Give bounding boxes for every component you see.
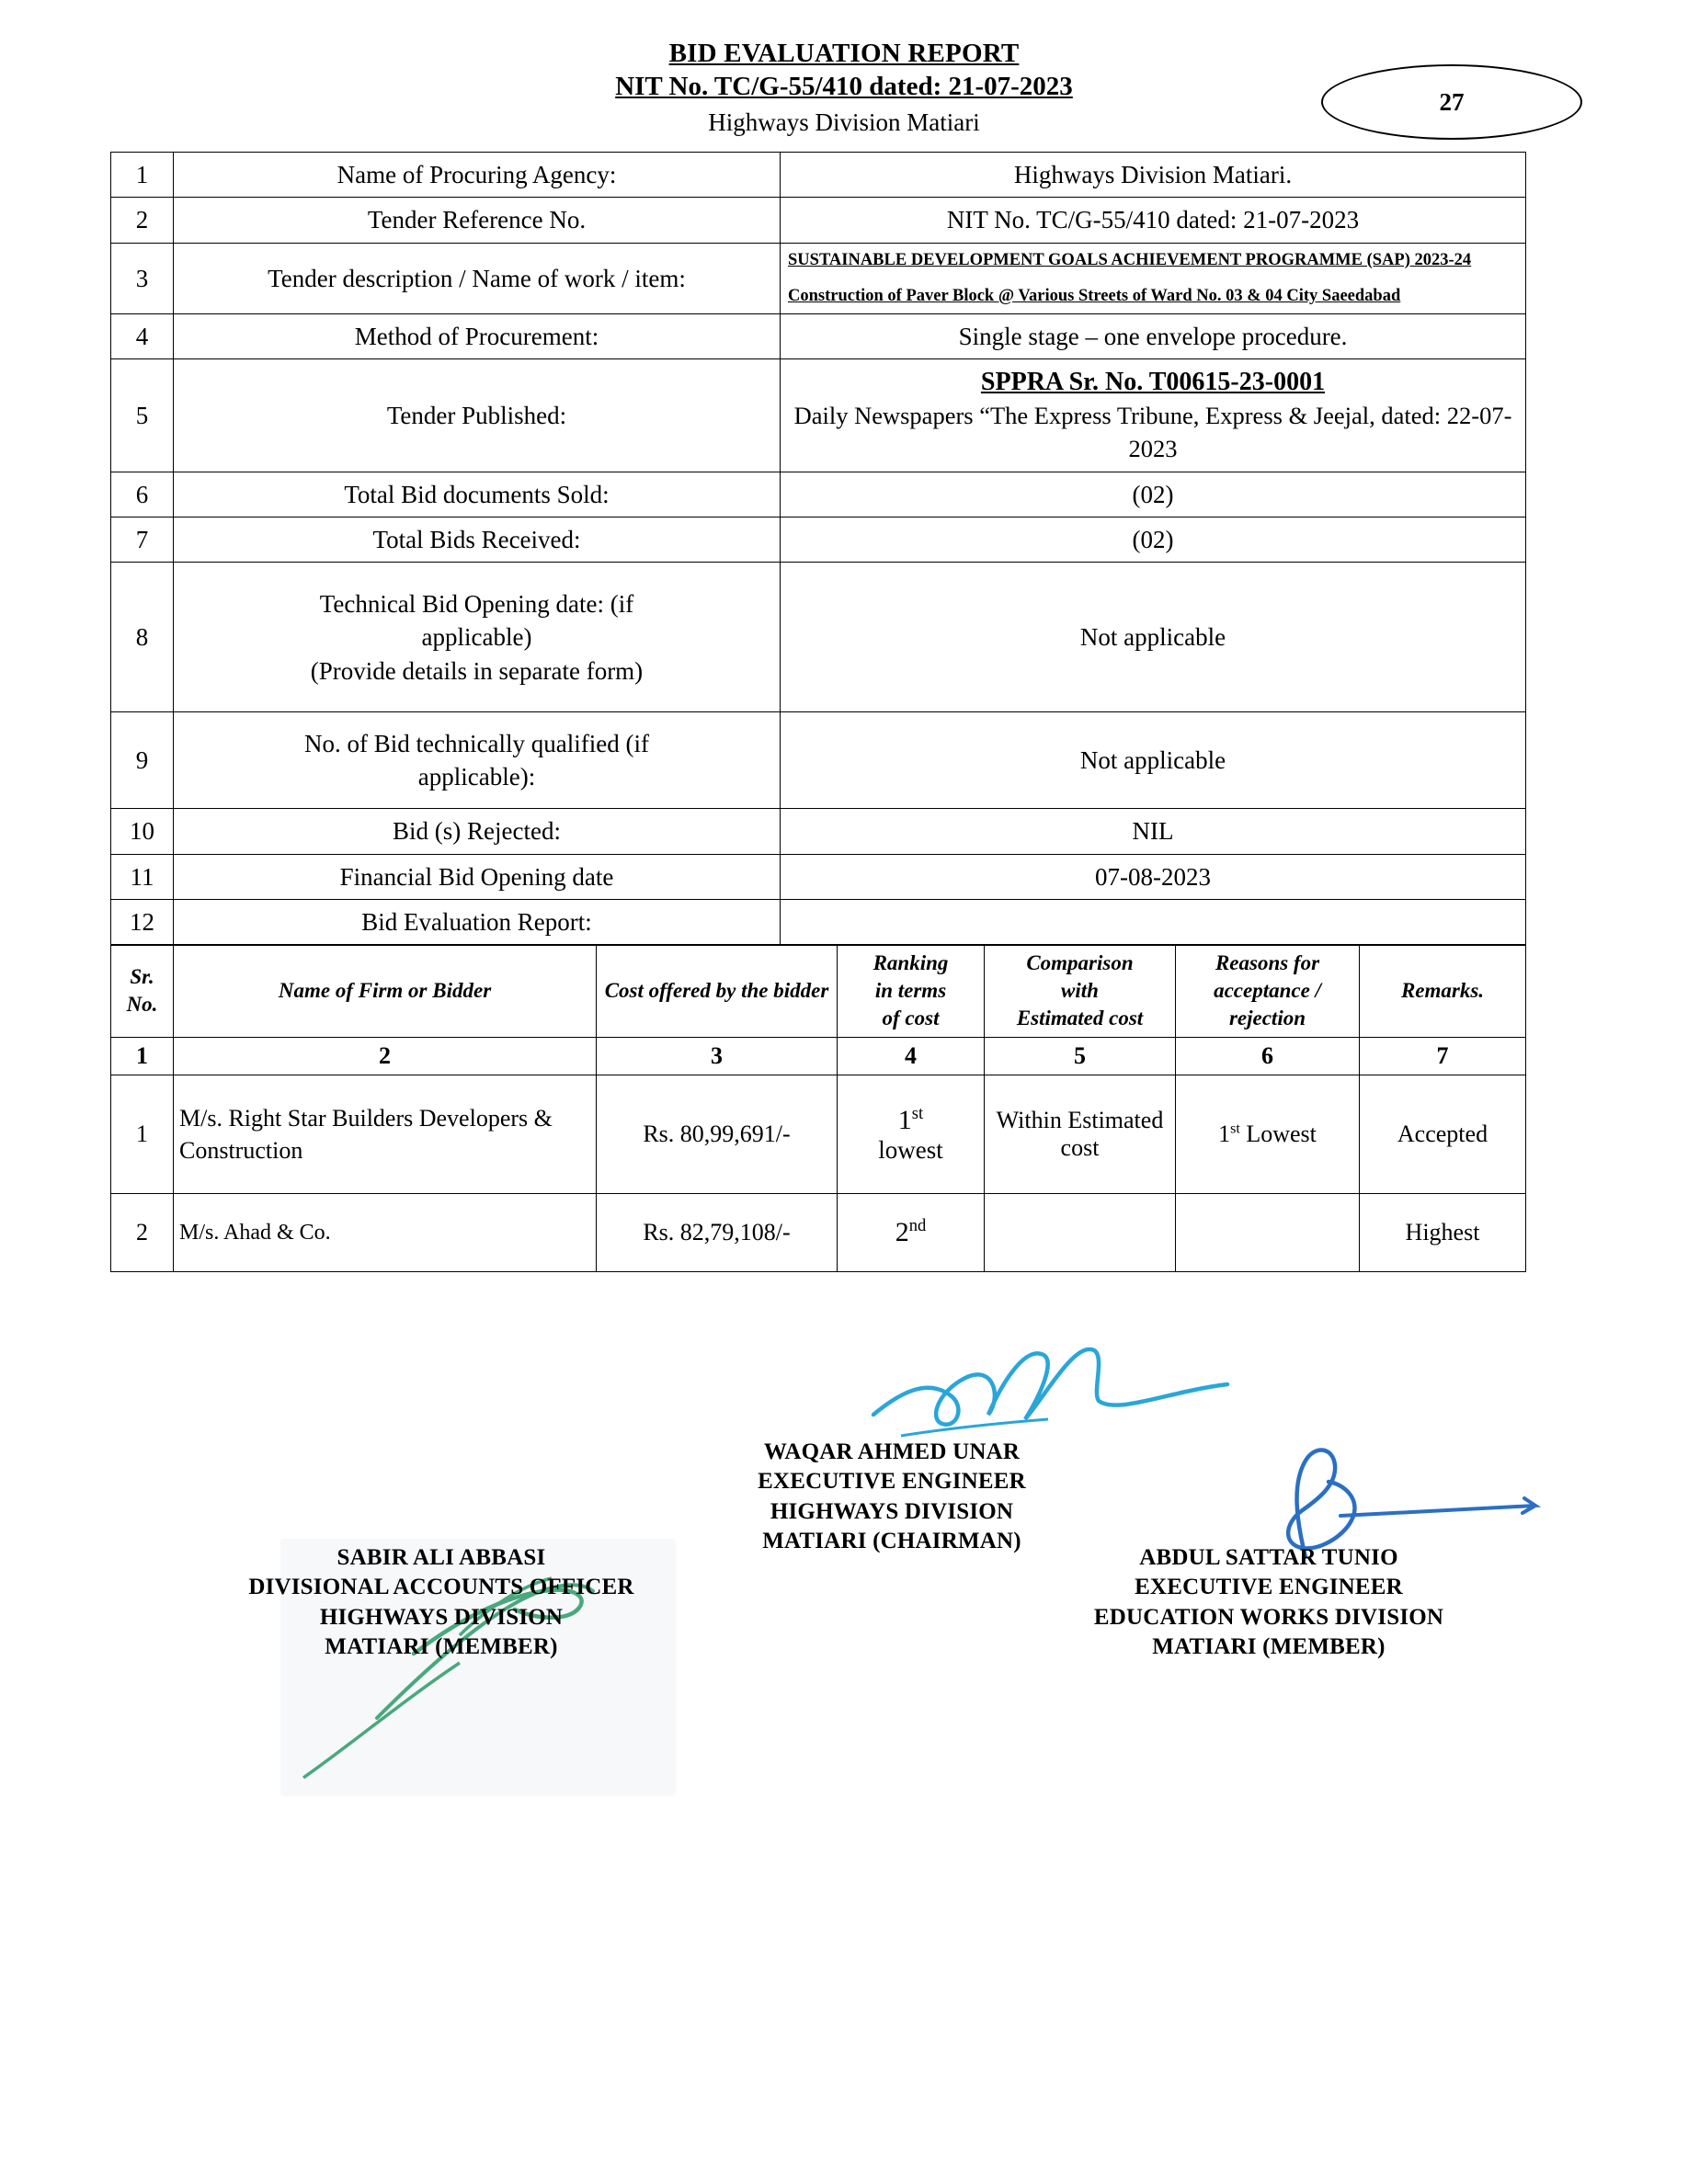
row-label: Total Bid documents Sold: <box>174 472 781 517</box>
signatory-name: SABIR ALI ABBASI <box>336 1544 546 1570</box>
row-value: NIT No. TC/G-55/410 dated: 21-07-2023 <box>781 198 1526 243</box>
table-row <box>111 243 1526 313</box>
col-num-6: 6 <box>1176 1037 1360 1075</box>
row-label: Financial Bid Opening date <box>174 854 781 899</box>
table-row <box>111 1193 1526 1271</box>
row-sr: 2 <box>111 198 174 243</box>
bidder-rank-suffix: st <box>911 1103 924 1123</box>
column-number-row <box>111 1037 1526 1075</box>
col-num-5: 5 <box>985 1037 1176 1075</box>
row-value: Not applicable <box>781 563 1526 712</box>
row-sr: 12 <box>111 900 174 945</box>
col-num-3: 3 <box>597 1037 838 1075</box>
col-header-ranking-line3: of cost <box>882 1006 940 1029</box>
page-number-badge: 27 <box>1321 64 1582 140</box>
table-row <box>111 152 1526 197</box>
signatory-division: EDUCATION WORKS DIVISION <box>1093 1604 1444 1630</box>
table-row <box>111 517 1526 562</box>
signatory-designation: EXECUTIVE ENGINEER <box>1135 1575 1403 1600</box>
row-label: Total Bids Received: <box>174 517 781 562</box>
table-row <box>111 313 1526 358</box>
bidder-comparison-table <box>110 944 1526 1272</box>
row-sr: 4 <box>111 313 174 358</box>
signature-member-education <box>1066 1543 1471 1663</box>
col-header-reasons-line1: Reasons for <box>1215 951 1320 975</box>
row-label: Name of Procuring Agency: <box>174 152 781 197</box>
row-value: NIL <box>781 809 1526 854</box>
row-value <box>781 243 1526 313</box>
row-sr: 6 <box>111 472 174 517</box>
row-label <box>174 563 781 712</box>
row-label-line3: (Provide details in separate form) <box>310 656 644 685</box>
row-label: Tender description / Name of work / item: <box>174 243 781 313</box>
table-row <box>111 1075 1526 1193</box>
col-header-sr-line2: No. <box>126 992 158 1016</box>
bidder-sr: 1 <box>111 1075 174 1193</box>
document-header <box>110 37 1578 139</box>
table-row <box>111 472 1526 517</box>
row-value: Not applicable <box>781 712 1526 809</box>
row-label: Bid Evaluation Report: <box>174 900 781 945</box>
table-row <box>111 359 1526 472</box>
signatory-role: MATIARI (MEMBER) <box>1152 1634 1386 1660</box>
table-row <box>111 712 1526 809</box>
row-value: Single stage – one envelope procedure. <box>781 313 1526 358</box>
bidder-name: M/s. Right Star Builders Developers & Construction <box>174 1075 597 1193</box>
bidder-rank-suffix: nd <box>908 1216 927 1236</box>
signature-section <box>110 1309 1526 1741</box>
col-header-ranking-line1: Ranking <box>873 951 949 975</box>
signatory-role: MATIARI (MEMBER) <box>325 1634 558 1660</box>
row-sr: 10 <box>111 809 174 854</box>
signatory-role: MATIARI (CHAIRMAN) <box>762 1529 1021 1554</box>
bidder-reason <box>1176 1193 1360 1271</box>
col-header-name: Name of Firm or Bidder <box>174 945 597 1038</box>
bidder-reason-number: 1 <box>1218 1120 1231 1147</box>
bid-evaluation-info-table <box>110 152 1526 946</box>
col-header-cost: Cost offered by the bidder <box>597 945 838 1038</box>
nit-reference: NIT No. TC/G-55/410 dated: 21-07-2023 <box>615 72 1073 102</box>
table-row <box>111 198 1526 243</box>
col-header-sr-line1: Sr. <box>130 965 154 989</box>
bidder-ranking <box>838 1193 985 1271</box>
row-value: Highways Division Matiari. <box>781 152 1526 197</box>
signatory-name: WAQAR AHMED UNAR <box>763 1439 1021 1464</box>
signature-mark-chairman <box>864 1327 1250 1456</box>
table-header-row <box>111 945 1526 1038</box>
bidder-rank-number: 2 <box>895 1217 909 1248</box>
bidder-remarks: Accepted <box>1360 1075 1526 1193</box>
row-label <box>174 712 781 809</box>
signatory-designation: DIVISIONAL ACCOUNTS OFFICER <box>248 1575 634 1600</box>
row-label: Tender Reference No. <box>174 198 781 243</box>
bidder-ranking <box>838 1075 985 1193</box>
bidder-remarks: Highest <box>1360 1193 1526 1271</box>
col-header-reasons-line3: rejection <box>1228 1006 1306 1029</box>
row-sr: 7 <box>111 517 174 562</box>
row-label-line1: No. of Bid technically qualified (if <box>304 729 649 757</box>
row-sr: 11 <box>111 854 174 899</box>
signature-member-accounts <box>221 1543 662 1663</box>
newspaper-publication: Daily Newspapers “The Express Tribune, Express & Jeejal, dated: 22-07-2023 <box>793 401 1512 462</box>
row-value <box>781 900 1526 945</box>
row-label: Method of Procurement: <box>174 313 781 358</box>
row-label-line2: applicable): <box>417 763 536 791</box>
bidder-comparison: Within Estimated cost <box>985 1075 1176 1193</box>
page-title: BID EVALUATION REPORT <box>668 39 1020 68</box>
table-row <box>111 854 1526 899</box>
col-header-ranking <box>838 945 985 1038</box>
col-header-comparison <box>985 945 1176 1038</box>
col-header-sr <box>111 945 174 1038</box>
signature-chairman <box>699 1438 1085 1557</box>
signatory-name: ABDUL SATTAR TUNIO <box>1139 1544 1398 1570</box>
bidder-reason-word: Lowest <box>1246 1120 1317 1147</box>
bidder-name: M/s. Ahad & Co. <box>174 1193 597 1271</box>
row-label: Bid (s) Rejected: <box>174 809 781 854</box>
bidder-reason <box>1176 1075 1360 1193</box>
sppra-serial-number: SPPRA Sr. No. T00615-23-0001 <box>980 368 1326 397</box>
tender-description-programme: SUSTAINABLE DEVELOPMENT GOALS ACHIEVEMENT PROGRAMME (SAP) 2023-24 <box>788 250 1472 269</box>
col-header-reasons <box>1176 945 1360 1038</box>
row-value: (02) <box>781 472 1526 517</box>
col-num-2: 2 <box>174 1037 597 1075</box>
bidder-sr: 2 <box>111 1193 174 1271</box>
row-label-line1: Technical Bid Opening date: (if <box>319 589 634 618</box>
row-label: Tender Published: <box>174 359 781 472</box>
col-header-ranking-line2: in terms <box>874 979 947 1002</box>
row-value <box>781 359 1526 472</box>
row-sr: 5 <box>111 359 174 472</box>
col-num-1: 1 <box>111 1037 174 1075</box>
bidder-comparison <box>985 1193 1176 1271</box>
division-name: Highways Division Matiari <box>708 108 980 136</box>
col-header-reasons-line2: acceptance / <box>1214 979 1321 1002</box>
col-num-7: 7 <box>1360 1037 1526 1075</box>
row-value: (02) <box>781 517 1526 562</box>
col-num-4: 4 <box>838 1037 985 1075</box>
bidder-cost: Rs. 80,99,691/- <box>597 1075 838 1193</box>
col-header-comparison-line2: with <box>1061 979 1099 1002</box>
row-label-line2: applicable) <box>421 623 532 652</box>
tender-description-work: Construction of Paver Block @ Various Streets of Ward No. 03 & 04 City Saeedabad <box>788 286 1401 305</box>
bidder-reason-suffix: st <box>1230 1120 1240 1137</box>
table-row <box>111 809 1526 854</box>
col-header-comparison-line3: Estimated cost <box>1016 1006 1144 1029</box>
row-sr: 8 <box>111 563 174 712</box>
signatory-division: HIGHWAYS DIVISION <box>770 1498 1014 1524</box>
row-value: 07-08-2023 <box>781 854 1526 899</box>
bidder-rank-number: 1 <box>897 1104 912 1135</box>
bidder-rank-word: lowest <box>878 1135 943 1164</box>
table-row <box>111 563 1526 712</box>
table-row <box>111 900 1526 945</box>
col-header-comparison-line1: Comparison <box>1026 951 1134 975</box>
row-sr: 1 <box>111 152 174 197</box>
col-header-remarks: Remarks. <box>1360 945 1526 1038</box>
bidder-cost: Rs. 82,79,108/- <box>597 1193 838 1271</box>
row-sr: 9 <box>111 712 174 809</box>
signatory-designation: EXECUTIVE ENGINEER <box>758 1469 1026 1495</box>
row-sr: 3 <box>111 243 174 313</box>
signatory-division: HIGHWAYS DIVISION <box>319 1604 564 1630</box>
